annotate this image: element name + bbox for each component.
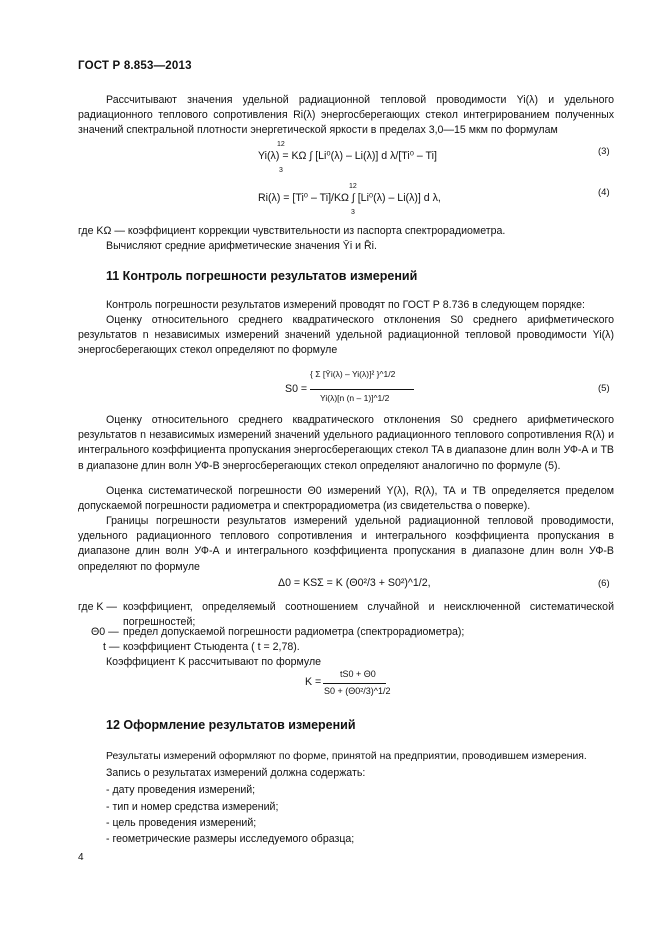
equation-6: Δ0 = KSΣ = K (Θ0²/3 + S0²)^1/2, — [278, 577, 431, 589]
list-item: - геометрические размеры исследуемого образца; — [106, 833, 355, 845]
intro-paragraph: Рассчитывают значения удельной радиационной тепловой проводимости Yi(λ) и удельного радиационного теплового сопротивления Ri(λ) энергосберегающих стекол интегрированием полученных значений спектральной плотности энергетической яркости в пределах 3,0—15 мкм по формулам — [78, 94, 614, 137]
equation-4-number: (4) — [598, 187, 610, 198]
definition-t: коэффициент Стьюдента ( t = 2,78). — [123, 641, 300, 653]
section-11-title: 11 Контроль погрешности результатов измерений — [106, 269, 418, 283]
equation-5-lhs: S0 = — [285, 383, 308, 395]
definition-theta-term: Θ0 — — [91, 626, 119, 638]
section-12-paragraph-2: Запись о результатах измерений должна содержать: — [106, 767, 366, 779]
equation-5-number: (5) — [598, 383, 610, 394]
definition-theta: предел допускаемой погрешности радиометра (спектрорадиометра); — [123, 626, 465, 638]
equation-4: Ri(λ) = [Ti⁰ – Ti]/KΩ ∫ [Li⁰(λ) – Li(λ)] d λ, — [258, 192, 441, 204]
section-11-paragraph-4: Оценка систематической погрешности Θ0 измерений Y(λ), R(λ), TA и TB определяется пределом допускаемой погрешности радиометра и спектрорадиометра (из свидетельства о поверке). — [78, 485, 614, 513]
k-calc-intro: Коэффициент K рассчитывают по формуле — [106, 656, 322, 668]
list-item: - цель проведения измерений; — [106, 817, 257, 829]
equation-k-fraction-line — [323, 683, 386, 684]
eq4-lower-limit: 3 — [351, 209, 355, 216]
definition-k: коэффициент, определяемый соотношением случайной и неисключенной систематической погрешностей; — [123, 601, 614, 629]
section-11-paragraph-2: Оценку относительного среднего квадратического отклонения S0 среднего арифметического результатов n независимых измерений значений удельной радиационной тепловой проводимости Yi(λ) энергосберегающих стекол определяют по формуле — [78, 314, 614, 357]
equation-3: Yi(λ) = KΩ ∫ [Li⁰(λ) – Li(λ)] d λ/[Ti⁰ – Ti] — [258, 150, 437, 162]
section-12-title: 12 Оформление результатов измерений — [106, 718, 356, 732]
equation-k-numerator: tS0 + Θ0 — [340, 669, 376, 679]
section-12-paragraph-1: Результаты измерений оформляют по форме, принятой на предприятии, проводившем измерения. — [106, 751, 587, 762]
definition-k-term: где K — — [78, 601, 118, 613]
equation-6-number: (6) — [598, 578, 610, 589]
average-values-line: Вычисляют средние арифметические значения Ȳi и R̄i. — [106, 240, 377, 252]
equation-3-number: (3) — [598, 146, 610, 157]
equation-5-fraction-line — [310, 389, 414, 390]
equation-5-denominator: Yi(λ)[n (n – 1)]^1/2 — [320, 393, 390, 403]
section-11-paragraph-1: Контроль погрешности результатов измерений проводят по ГОСТ Р 8.736 в следующем порядке: — [106, 299, 585, 311]
kw-definition: где KΩ — коэффициент коррекции чувствительности из паспорта спектрорадиометра. — [78, 225, 506, 237]
list-item: - тип и номер средства измерений; — [106, 801, 279, 813]
equation-k-denominator: S0 + (Θ0²/3)^1/2 — [324, 686, 391, 696]
list-item: - дату проведения измерений; — [106, 784, 256, 796]
section-11-paragraph-5: Границы погрешности результатов измерений удельной радиационной тепловой проводимости, удельного радиационного теплового сопротивления и интегрального коэффициента пропускания в диапазоне длин волн УФ-А и интегрального коэффициента пропускания в диапазоне длин волн УФ-В определяют по формуле — [78, 515, 614, 573]
section-11-paragraph-3: Оценку относительного среднего квадратического отклонения S0 среднего арифметического результатов n независимых измерений значений удельного радиационного теплового сопротивления R(λ) и интегрального коэффициента пропускания энергосберегающих стекол TA в диапазоне длин волн УФ-А и TB в диапазоне длин волн УФ-В энергосберегающих стекол определяют аналогично по формуле (5). — [78, 414, 614, 472]
equation-k-lhs: K = — [305, 676, 322, 688]
eq3-upper-limit: 12 — [277, 141, 285, 148]
definition-t-term: t — — [103, 641, 120, 653]
eq4-upper-limit: 12 — [349, 183, 357, 190]
page-number: 4 — [78, 852, 84, 863]
document-header: ГОСТ Р 8.853—2013 — [78, 60, 192, 72]
equation-5-numerator: { Σ [Ȳi(λ) – Yi(λ)]² }^1/2 — [310, 369, 396, 379]
eq3-lower-limit: 3 — [279, 167, 283, 174]
